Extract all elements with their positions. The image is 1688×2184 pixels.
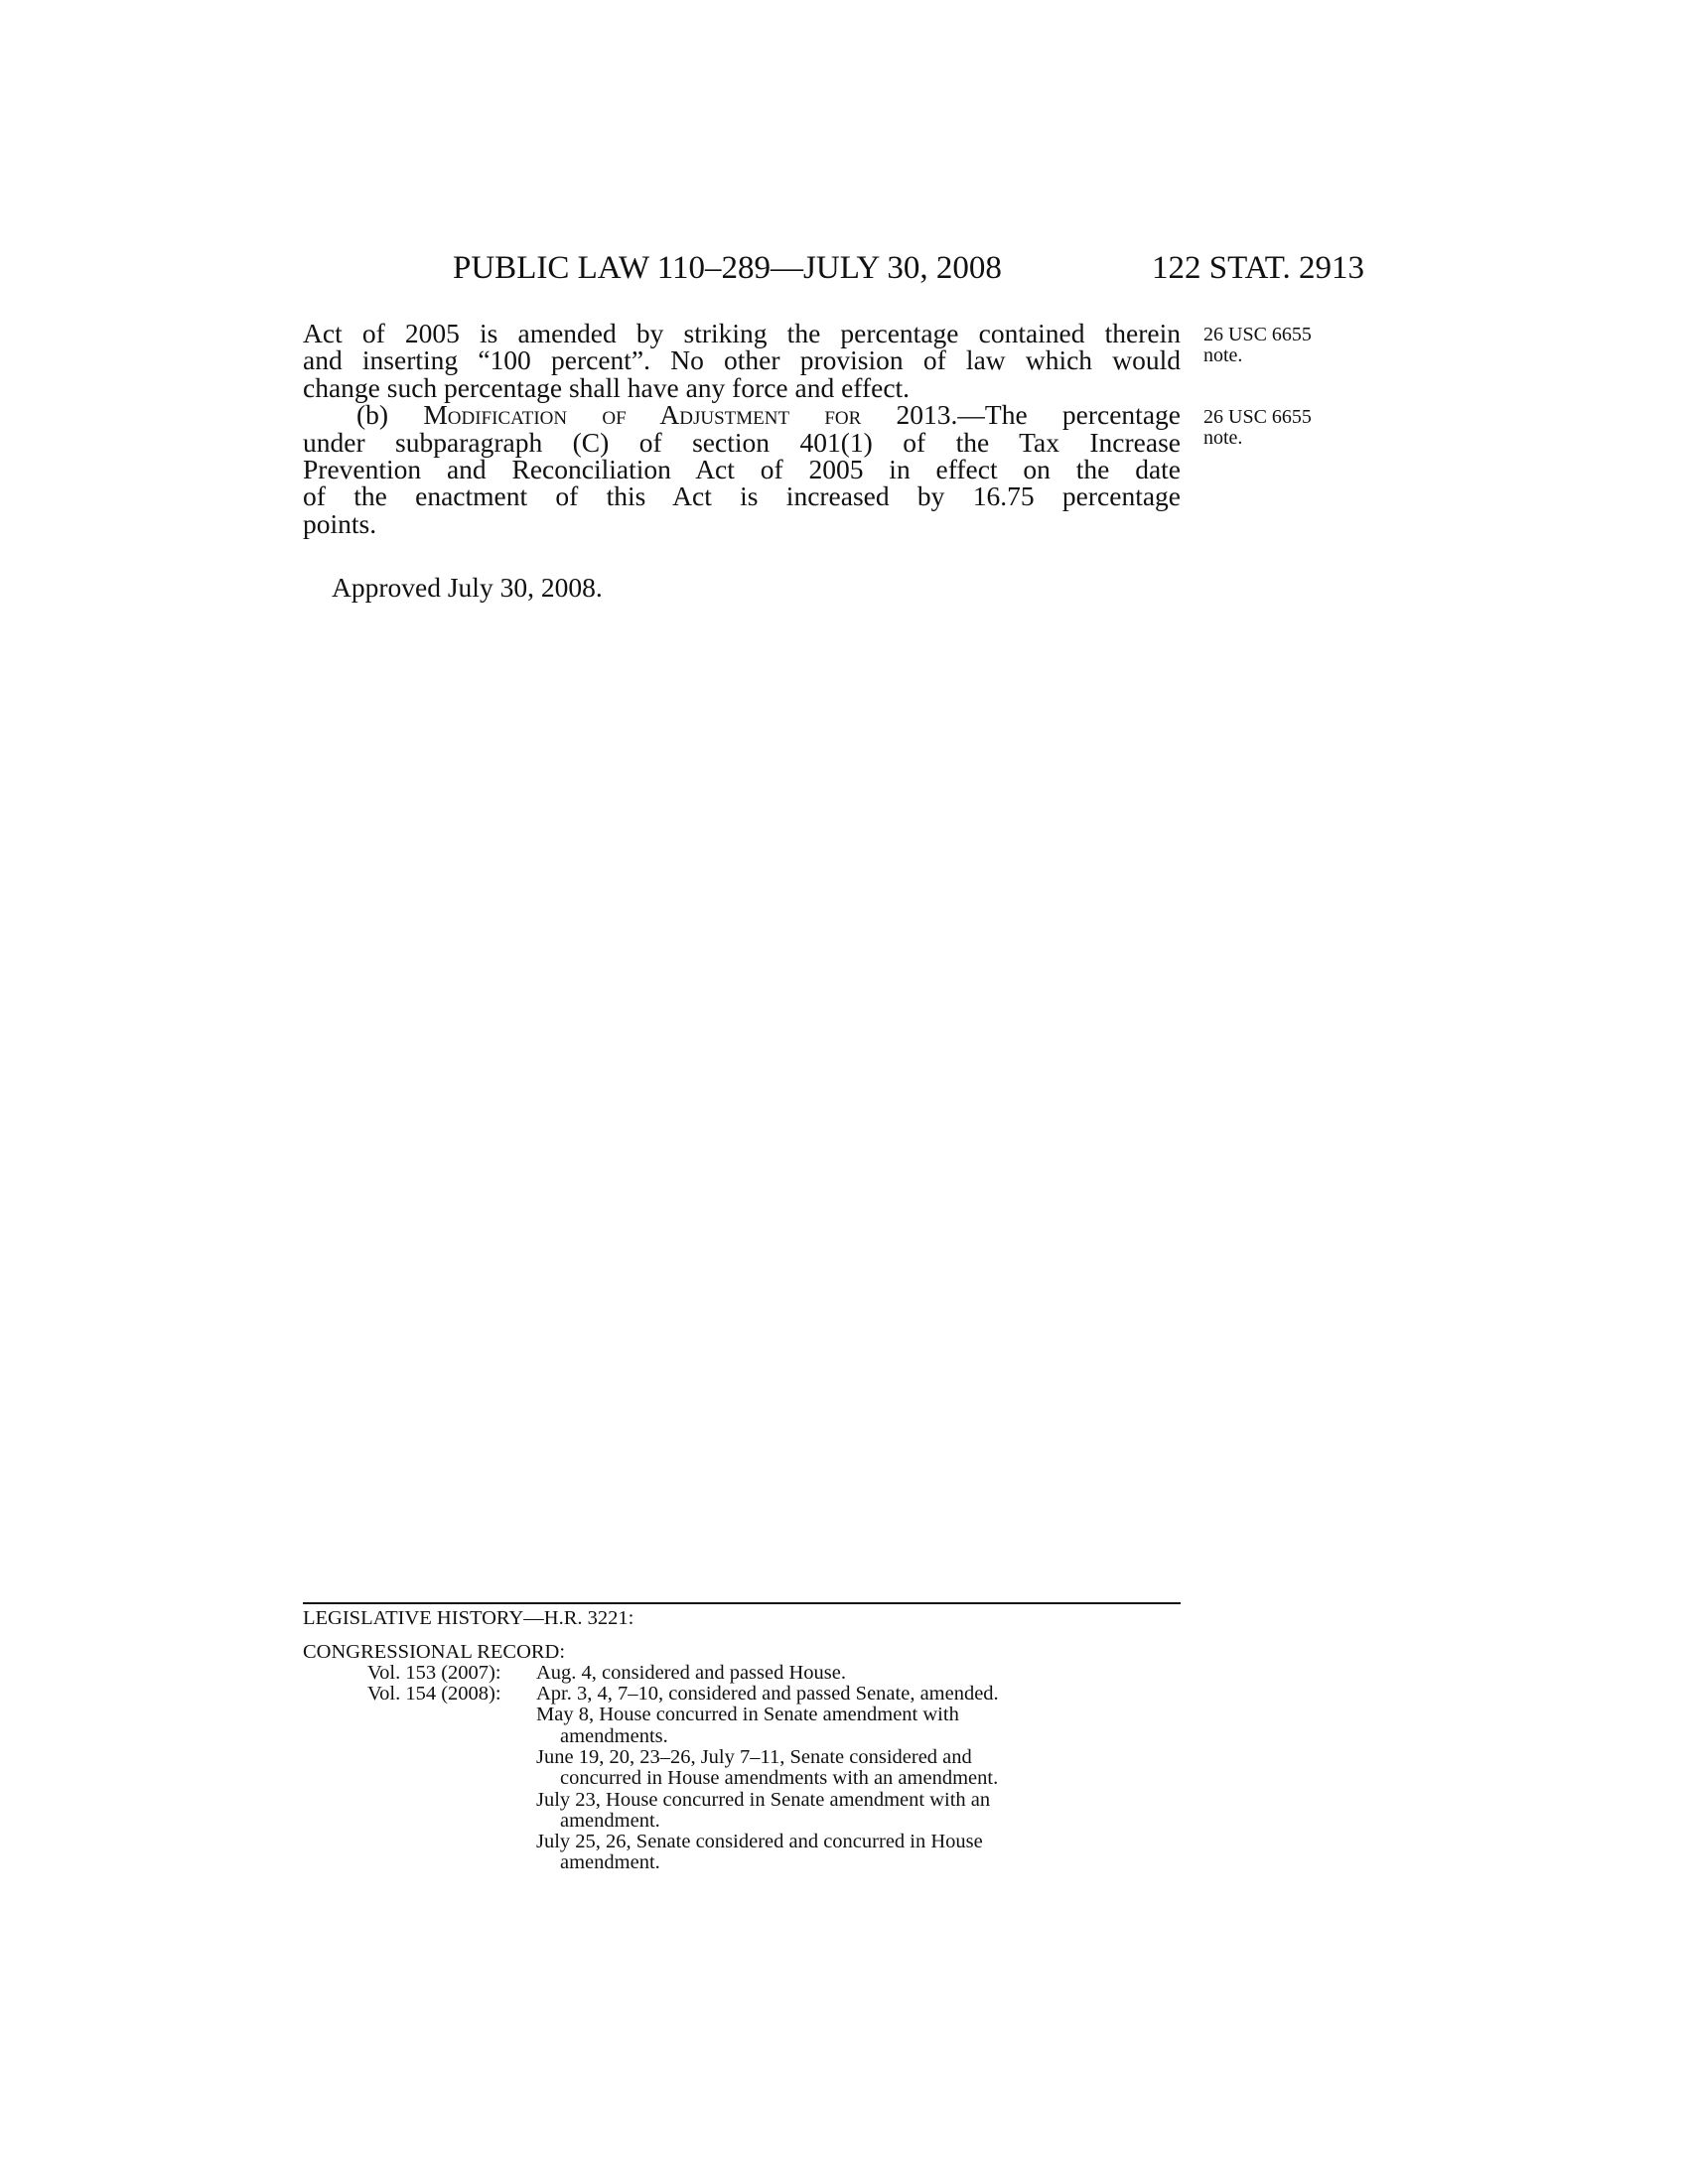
footnote-divider bbox=[303, 1602, 1181, 1604]
margin-note-suffix: note. bbox=[1203, 427, 1243, 449]
volume-label: Vol. 153 (2007): bbox=[367, 1662, 501, 1684]
running-header-title: PUBLIC LAW 110–289—JULY 30, 2008 bbox=[453, 250, 1002, 286]
subsection-b-first-line bbox=[303, 399, 1181, 431]
margin-note bbox=[1203, 407, 1312, 449]
body-line: Prevention and Reconciliation Act of 2005 in effect on the date bbox=[303, 453, 1181, 484]
margin-note bbox=[1203, 325, 1312, 366]
subsection-label: (b) bbox=[356, 399, 424, 431]
body-line: change such percentage shall have any force and effect. bbox=[303, 371, 911, 403]
volume-entry: July 25, 26, Senate considered and concurred in House bbox=[536, 1831, 983, 1853]
legislative-history-title: LEGISLATIVE HISTORY—H.R. 3221: bbox=[303, 1607, 634, 1629]
approval-date: Approved July 30, 2008. bbox=[332, 572, 603, 603]
volume-entry-continuation: concurred in House amendments with an amendment. bbox=[560, 1767, 999, 1790]
subsection-text: .—The percentage bbox=[950, 399, 1181, 431]
running-header-page-cite: 122 STAT. 2913 bbox=[1152, 250, 1365, 286]
body-line: under subparagraph (C) of section 401(1) of the Tax Increase bbox=[303, 426, 1181, 458]
volume-entry-continuation: amendment. bbox=[560, 1851, 660, 1874]
margin-note-citation: 26 USC 6655 bbox=[1203, 406, 1312, 428]
volume-entry: July 23, House concurred in Senate amendment with an bbox=[536, 1788, 991, 1811]
volume-entry: June 19, 20, 23–26, July 7–11, Senate considered and bbox=[536, 1745, 972, 1768]
body-line: points. bbox=[303, 507, 377, 539]
volume-entry: May 8, House concurred in Senate amendment with bbox=[536, 1704, 959, 1726]
volume-label: Vol. 154 (2008): bbox=[367, 1683, 501, 1705]
margin-note-suffix: note. bbox=[1203, 344, 1243, 366]
body-line: Act of 2005 is amended by striking the percentage contained therein bbox=[303, 318, 1181, 348]
margin-note-citation: 26 USC 6655 bbox=[1203, 324, 1312, 345]
body-line: of the enactment of this Act is increased by 16.75 percentage bbox=[303, 480, 1181, 512]
volume-entry: Apr. 3, 4, 7–10, considered and passed Senate, amended. bbox=[536, 1683, 999, 1705]
volume-entry-continuation: amendments. bbox=[560, 1724, 668, 1747]
volume-entry: Aug. 4, considered and passed House. bbox=[536, 1662, 846, 1684]
volume-entry-continuation: amendment. bbox=[560, 1809, 660, 1832]
subsection-heading: Modification of Adjustment for 2013 bbox=[423, 399, 951, 431]
congressional-record-label: CONGRESSIONAL RECORD: bbox=[303, 1641, 566, 1663]
body-text bbox=[303, 320, 1181, 537]
body-line: and inserting “100 percent”. No other provision of law which would bbox=[303, 344, 1181, 376]
